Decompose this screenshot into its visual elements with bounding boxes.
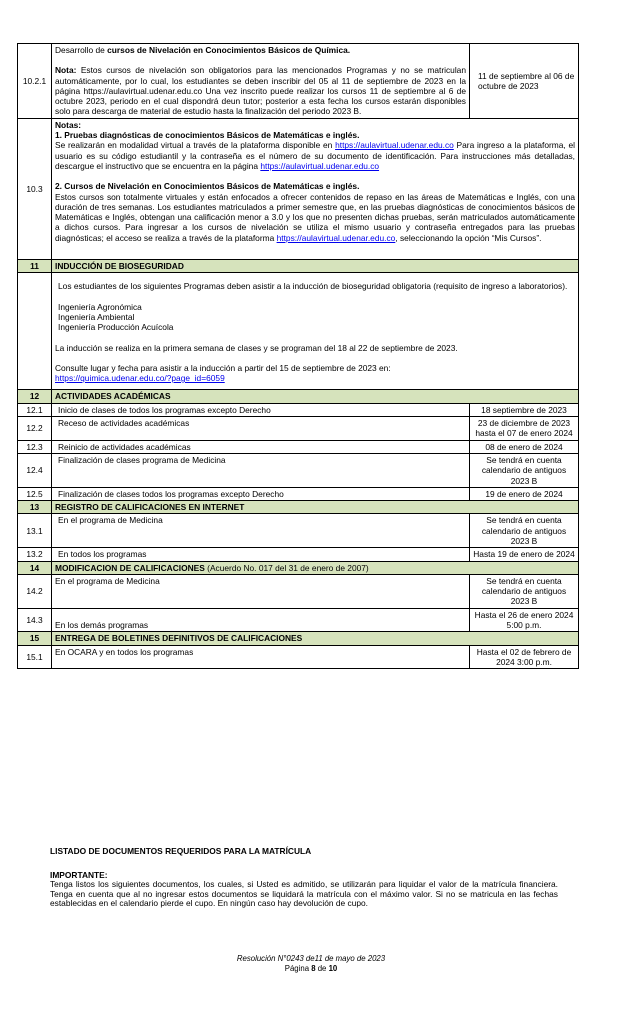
aulavirtual-link[interactable]: https://aulavirtual.udenar.edu.co bbox=[260, 160, 380, 171]
row-date: 11 de septiembre al 06 de octubre de 2023 bbox=[470, 44, 579, 119]
page-number: Página 8 de 10 bbox=[284, 964, 338, 973]
academic-calendar-table bbox=[17, 43, 579, 669]
row-description bbox=[52, 44, 470, 119]
section-header-row: 11 INDUCCIÓN DE BIOSEGURIDAD bbox=[18, 260, 579, 273]
leveling-courses-title: 2. Cursos de Nivelación en Conocimientos Básicos de Matemáticas e inglés. bbox=[55, 181, 360, 192]
section-title: ENTREGA DE BOLETINES DEFINITIVOS DE CALIFICACIONES bbox=[52, 632, 579, 645]
section-header-row: 14 MODIFICACION DE CALIFICACIONES (Acuerdo No. 017 del 31 de enero de 2007) bbox=[18, 561, 579, 574]
leveling-courses-text: Estos cursos son totalmente virtuales y están enfocados a ofrecer contenidos de repaso en las áreas de Matemáticas e Inglés, con una duración de tres semanas. Los estudiantes matriculados a primer semestre que, en las pruebas diagnósticas de conocimientos básicos de Matemáticas e Inglés, obtengan una calificación menor a 3.0 y los que no presenten dichas pruebas, serán matriculados automáticamente a dichos cursos. Para ingresar a los cursos de nivelación se utiliza el mismo usuario y contraseña entregados para las pruebas diagnósticas; el acceso se realiza a través de la plataforma https://aulavirtual.udenar.edu.co, seleccionando la opción “Mis Cursos”. bbox=[55, 191, 575, 243]
row-number: 10.3 bbox=[18, 118, 52, 259]
table-row: 12.5 Finalización de clases todos los programas excepto Derecho 19 de enero de 2024 bbox=[18, 487, 579, 500]
resolution-footer: Resolución N°0243 de11 de mayo de 2023 bbox=[236, 954, 386, 963]
row-number: 10.2.1 bbox=[18, 44, 52, 119]
diagnostic-tests-title: 1. Pruebas diagnósticas de conocimientos Básicos de Matemáticas e inglés. bbox=[55, 130, 360, 141]
section-title: REGISTRO DE CALIFICACIONES EN INTERNET bbox=[52, 501, 579, 514]
table-row: 13.2 En todos los programas Hasta 19 de enero de 2024 bbox=[18, 548, 579, 561]
program-item: Ingeniería Agronómica bbox=[58, 301, 142, 312]
diagnostic-tests-text: Se realizarán en modalidad virtual a través de la plataforma disponible en https://aulavirtual.udenar.edu.co Para ingreso a la plataforma, el usuario es su código estudiantil y la contraseña es el número de su documento de identificación. Para instrucciones más detalladas, descargue el instructivo que se encuentra en la página https://aulavirtual.udenar.edu.co bbox=[55, 140, 575, 171]
important-text: Tenga listos los siguientes documentos, los cuales, si Usted es admitido, se utilizarán para liquidar el valor de la matrícula financiera. Tenga en cuenta que al no ingresar estos documentos se liquidará la matrícula con el máximo valor. Si no se matricula en las fechas establecidas en el calendario pierde el cupo. En ningún caso hay devolución de cupo. bbox=[50, 879, 558, 909]
table-row bbox=[18, 118, 579, 259]
important-label: IMPORTANTE: bbox=[50, 870, 108, 880]
table-row: 14.2 En el programa de Medicina Se tendrá en cuenta calendario de antiguos 2023 B bbox=[18, 574, 579, 608]
table-row: 12.2 Receso de actividades académicas 23 de diciembre de 2023 hasta el 07 de enero 2024 bbox=[18, 417, 579, 441]
table-row: 13.1 En el programa de Medicina Se tendrá en cuenta calendario de antiguos 2023 B bbox=[18, 514, 579, 548]
quimica-link[interactable]: https://quimica.udenar.edu.co/?page_id=6059 bbox=[55, 373, 225, 384]
table-row bbox=[18, 44, 579, 119]
table-row bbox=[18, 273, 579, 390]
section-header-row: 13 REGISTRO DE CALIFICACIONES EN INTERNET bbox=[18, 501, 579, 514]
table-row: 12.1 Inicio de clases de todos los programas excepto Derecho 18 septiembre de 2023 bbox=[18, 403, 579, 416]
table-row: 15.1 En OCARA y en todos los programas Hasta el 02 de febrero de 2024 3:00 p.m. bbox=[18, 645, 579, 669]
program-item: Ingeniería Ambiental bbox=[58, 311, 135, 322]
section-title: INDUCCIÓN DE BIOSEGURIDAD bbox=[52, 260, 579, 273]
section-header-row: 15 ENTREGA DE BOLETINES DEFINITIVOS DE CALIFICACIONES bbox=[18, 632, 579, 645]
row-note: Nota: Estos cursos de nivelación son obligatorios para las mencionados Programas y no se matriculan automáticamente, por lo cual, los estudiantes se deben inscribir del 05 al 11 de septiembre de 2023 en la página https://aulavirtual.udenar.edu.co Una vez inscrito puede realizar los cursos 11 de septiembre al 6 de octubre 2023, periodo en el cual dispondrá deun tutor; posterior a esta fecha los cursos estarán disponibles solo para descarga de material de estudio hasta la finalización del periodo 2023 B. bbox=[55, 65, 466, 117]
table-row: 14.3 En los demás programas Hasta el 26 de enero 2024 5:00 p.m. bbox=[18, 608, 579, 632]
table-row: 12.3 Reinicio de actividades académicas 08 de enero de 2024 bbox=[18, 440, 579, 453]
section-title: MODIFICACION DE CALIFICACIONES (Acuerdo No. 017 del 31 de enero de 2007) bbox=[52, 561, 579, 574]
aulavirtual-link[interactable]: https://aulavirtual.udenar.edu.co bbox=[335, 140, 454, 151]
biosafety-text: Los estudiantes de los siguientes Programas deben asistir a la inducción de bioseguridad obligatoria (requisito de ingreso a laboratorios). Ingeniería Agronómica Ingeniería Ambiental Ingeniería Producción Acuícola La inducción se realiza en la primera semana de clases y se programan del 18 al 22 de septiembre de 2023. Consulte lugar y fecha para asistir a la inducción a partir del 15 de septiembre de 2023 en: https://quimica.udenar.edu.co/?page_id=6059 bbox=[52, 273, 579, 390]
table-row: 12.4 Finalización de clases programa de Medicina Se tendrá en cuenta calendario de antiguos 2023 B bbox=[18, 453, 579, 487]
row-notes: Notas: 1. Pruebas diagnósticas de conocimientos Básicos de Matemáticas e inglés. Se realizarán en modalidad virtual a través de la plataforma disponible en https://aulavirtual.udenar.edu.co Para ingreso a la plataforma, el usuario es su código estudiantil y la contraseña es el número de su documento de identificación. Para instrucciones más detalladas, descargue el instructivo que se encuentra en la página https://aulavirtual.udenar.edu.co 2. Cursos de Nivelación en Conocimientos Básicos de Matemáticas e inglés. Estos cursos son totalmente virtuales y están enfocados a ofrecer contenidos de repaso en las áreas de Matemáticas e Inglés, con una duración de tres semanas. Los estudiantes matriculados a primer semestre que, en las pruebas diagnósticas de conocimientos básicos de Matemáticas e Inglés, obtengan una calificación menor a 3.0 y los que no presenten dichas pruebas, serán matriculados automáticamente a dichos cursos. Para ingresar a los cursos de nivelación se utiliza el mismo usuario y contraseña entregados para las pruebas diagnósticas; el acceso se realiza a través de la plataforma https://aulavirtual.udenar.edu.co, seleccionando la opción “Mis Cursos”. bbox=[52, 118, 579, 259]
section-header-row: 12 ACTIVIDADES ACADÉMICAS bbox=[18, 390, 579, 403]
row-title: Desarrollo de cursos de Nivelación en Conocimientos Básicos de Química. bbox=[55, 45, 351, 55]
documents-heading: LISTADO DE DOCUMENTOS REQUERIDOS PARA LA MATRÍCULA bbox=[50, 846, 312, 856]
section-title: ACTIVIDADES ACADÉMICAS bbox=[52, 390, 579, 403]
aulavirtual-link[interactable]: https://aulavirtual.udenar.edu.co bbox=[276, 232, 396, 243]
program-item: Ingeniería Producción Acuícola bbox=[58, 322, 174, 333]
